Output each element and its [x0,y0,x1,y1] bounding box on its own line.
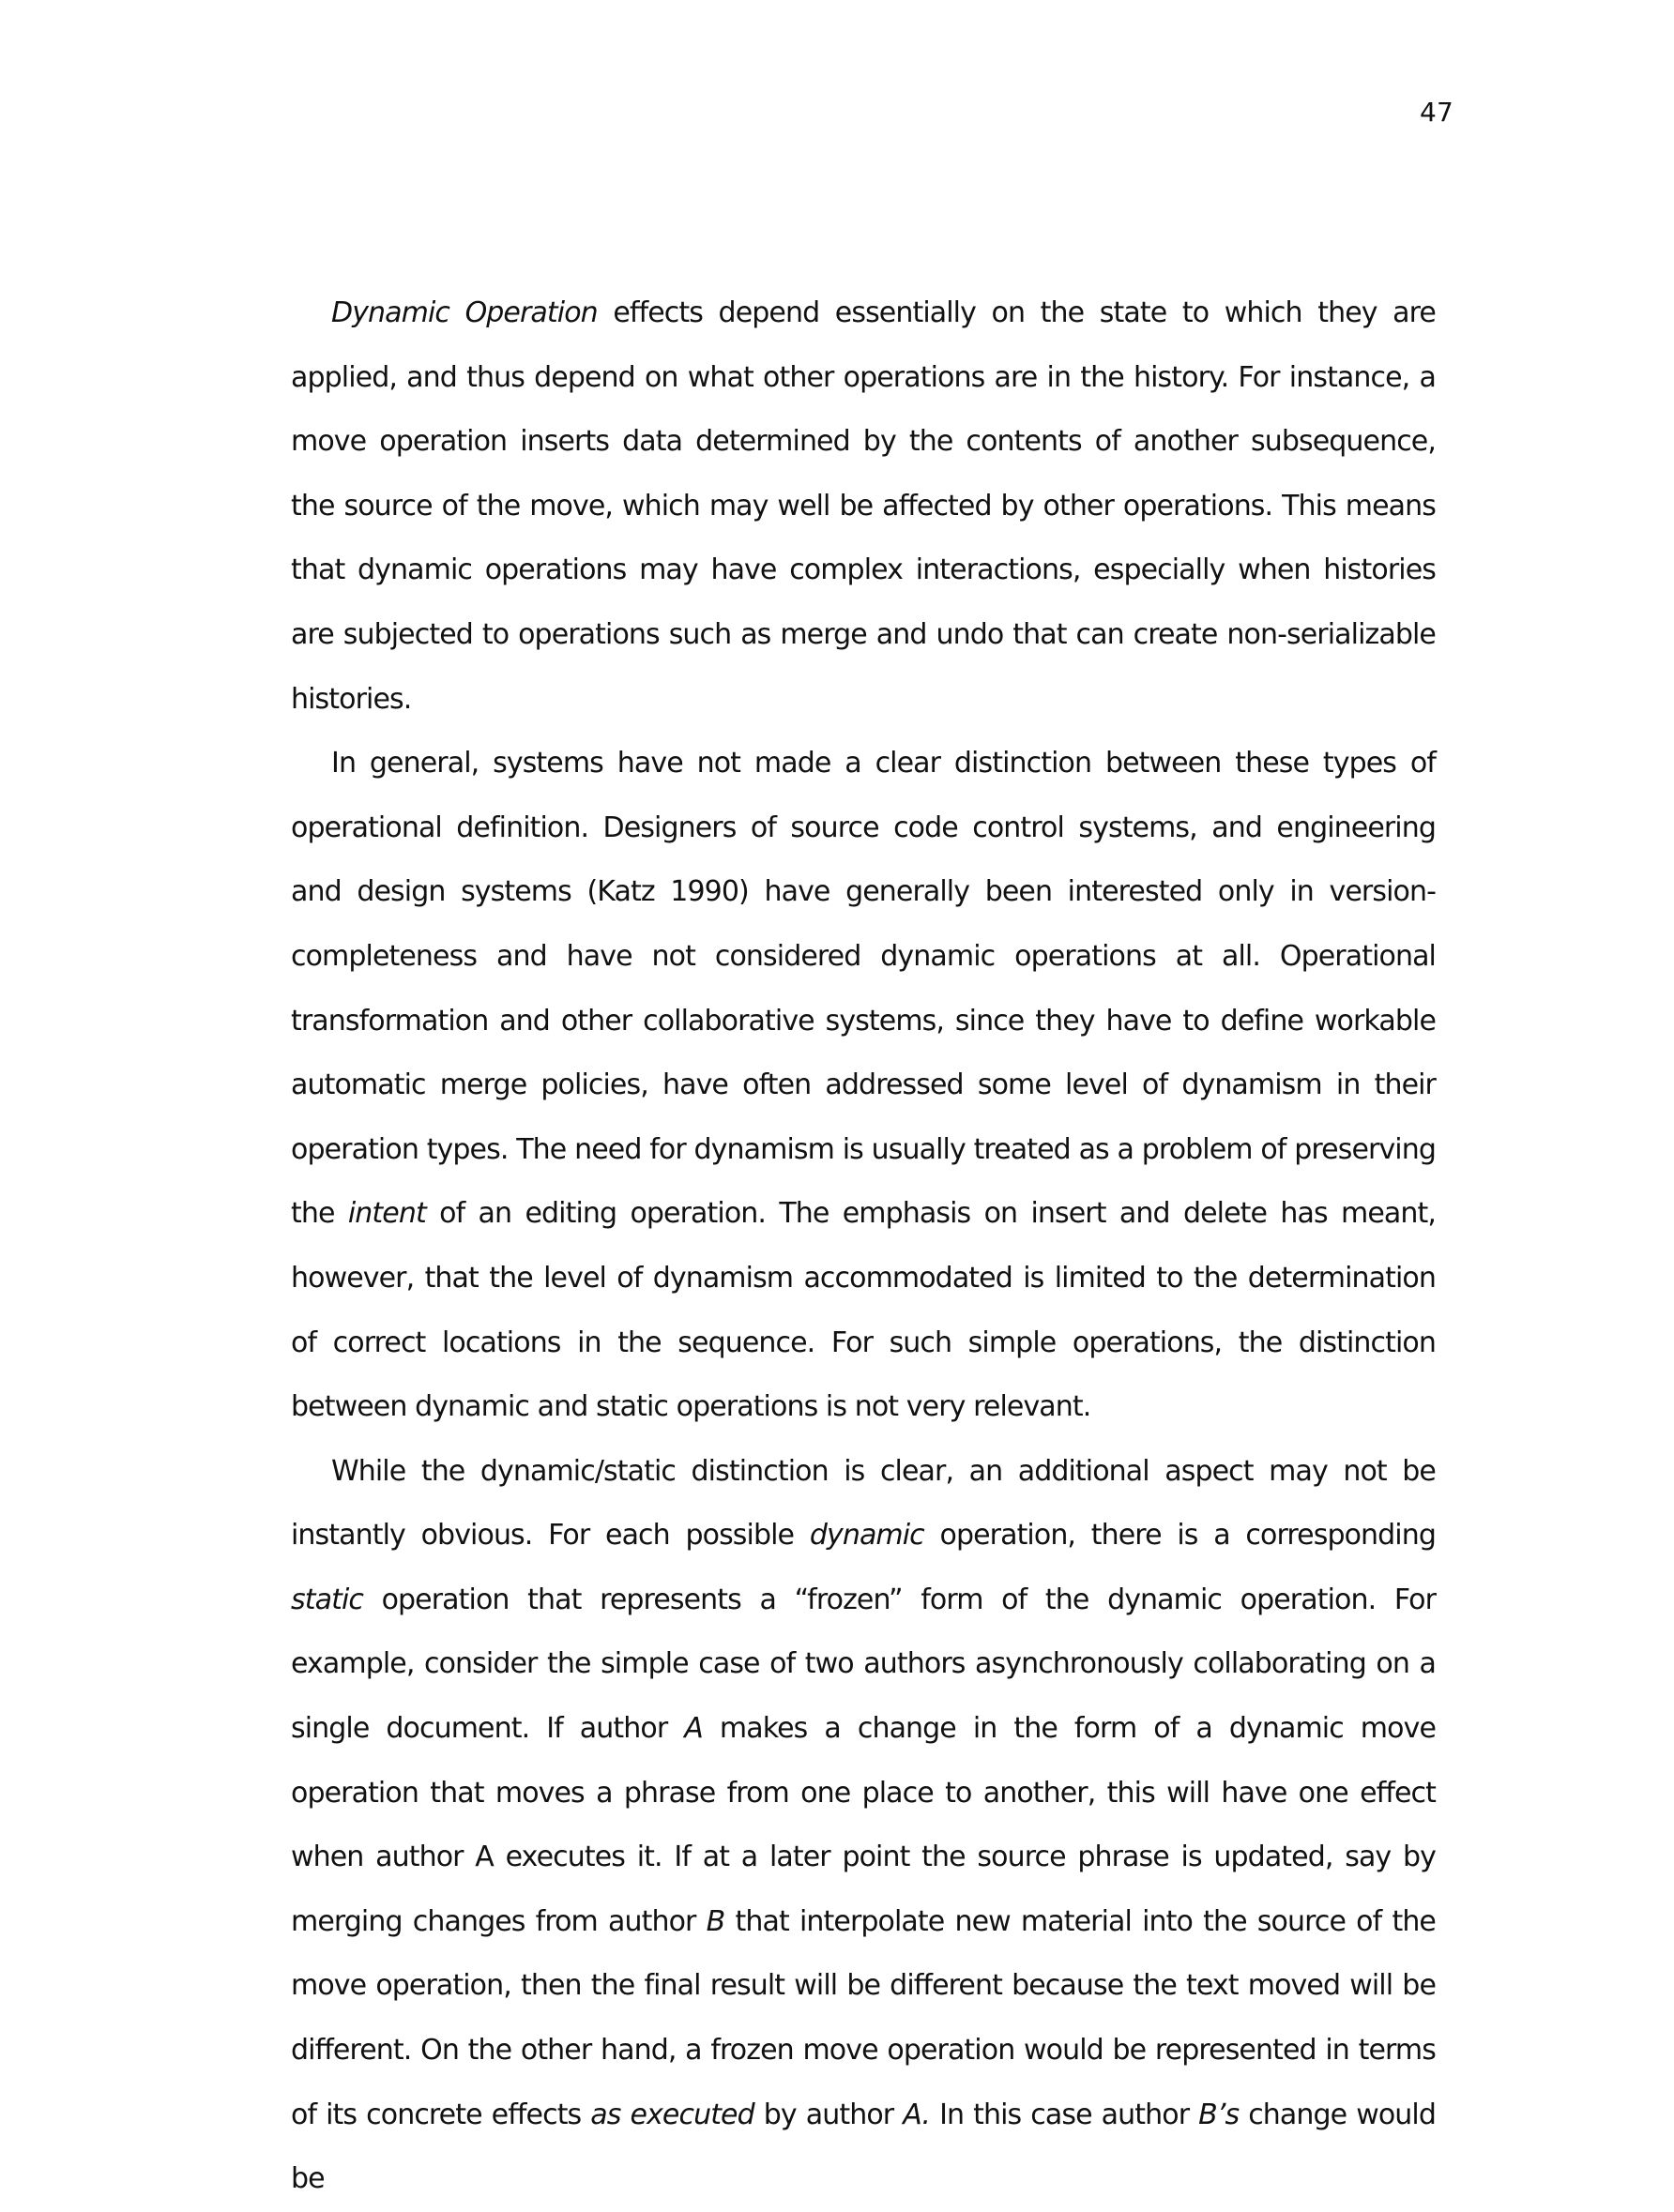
text-span: In general, systems have not made a clear distinction between these types of operational definition. Designers of source code control systems, and engineering and design systems (Katz 1990) have generally been interested only in version-completeness and have not considered dynamic operations at all. Operational transformation and other collaborative systems, since they have to define workable automatic merge policies, have often addressed some level of dynamism in their operation types. The need for dynamism is usually treated as a problem of preserving the [291,747,1436,1231]
paragraph-dynamic-static [291,1440,1436,2212]
paragraph-dynamic-operation [291,281,1436,732]
emphasis-intent: intent [347,1197,426,1231]
text-span: of an editing operation. The emphasis on insert and delete has meant, however, that the level of dynamism accommodated is limited to the determination of correct locations in the sequence. For such simple operations, the distinction between dynamic and static operations is not very relevant. [291,1197,1436,1424]
text-span: effects depend essentially on the state to which they are applied, and thus depend on what other operations are in the history. For instance, a move operation inserts data determined by the contents of another subsequence, the source of the move, which may well be affected by other operations. This means that dynamic operations may have complex interactions, especially when histories are subjected to operations such as merge and undo that can create non-serializable histories. [291,296,1436,716]
text-span: operation, there is a corresponding [923,1519,1436,1553]
emphasis-author-a-period: A. [903,2098,931,2131]
emphasis-as-executed: as executed [590,2098,754,2131]
body-text [291,281,1436,2212]
text-span: by author [753,2098,904,2131]
text-span: In this case author [930,2098,1199,2131]
text-span: change would be [291,2098,1437,2196]
text-span: While the dynamic/static distinction is clear, an additional aspect may not be instantly obvious. For each possible [291,1454,1436,1553]
emphasis-author-a: A [684,1712,703,1746]
emphasis-static: static [291,1583,363,1616]
text-span: makes a change in the form of a dynamic move operation that moves a phrase from one place to another, this will have one effect when author A executes it. If at a later point the source phrase is updated, say by merging changes from author [291,1712,1436,1938]
term-dynamic-operation: Dynamic Operation [331,296,598,329]
paragraph-in-general [291,732,1436,1440]
emphasis-author-b: B [706,1904,725,1938]
emphasis-author-b-possessive: B’s [1198,2098,1240,2131]
text-span: operation that represents a “frozen” form of the dynamic operation. For example, consider the simple case of two authors asynchronously collaborating on a single document. If author [291,1583,1436,1746]
emphasis-dynamic: dynamic [809,1519,924,1553]
text-span: that interpolate new material into the source of the move operation, then the final result will be different because the text moved will be different. On the other hand, a frozen move operation would be represented in terms of its concrete effects [291,1904,1436,2131]
page-number: 47 [1419,97,1453,128]
